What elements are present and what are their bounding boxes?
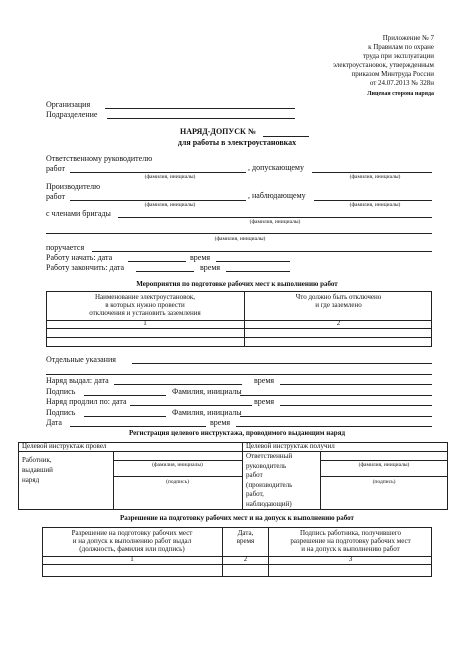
appendix-line: труда при эксплуатации [362,52,434,60]
names-caption: (фамилия, инициалы) [349,202,401,208]
appendix-line: электроустановок, утвержденным [333,61,434,69]
brigade-line-1[interactable] [118,217,432,218]
briefing-right-role-text: (производитель [246,480,293,489]
briefing-right-role-text: работ [246,471,263,479]
names-caption: (фамилия, инициалы) [144,174,196,180]
permit-col3-text: и на допуск к выполнению работ [301,544,400,553]
permit-number-line[interactable] [263,136,309,137]
briefing-left-sign-line [113,476,242,477]
start-time-label: время [190,253,211,262]
org-label: Организация [46,100,91,109]
finish-time-line[interactable] [226,271,290,272]
producer-line[interactable] [70,200,246,201]
admitting-label: , допускающему [248,163,304,172]
briefing-left-name-line [113,460,242,461]
briefing-right-sign-line [320,476,448,477]
briefing-right-name-line [320,460,448,461]
permit-col1-text: и на допуск к выполнению работ выдал [72,537,192,546]
works-label: работ [46,192,66,201]
surname-label: Фамилия, инициалы [172,408,242,417]
measures-col1-text: в которых нужно провести [105,301,185,310]
observing-line[interactable] [314,200,432,201]
briefing-left-role [22,455,53,485]
signature-label: Подпись [46,387,76,396]
briefing-left-role-text: Работник, [22,456,52,464]
appendix-line: приказом Минтруда России [351,70,434,78]
briefing-right-names-caption: (фамилия, инициалы) [358,462,410,468]
briefing-left-header: Целевой инструктаж провел [22,442,107,450]
briefing-header-line [18,451,448,452]
briefing-right-role [246,452,292,509]
works-label: работ [46,164,66,173]
brigade-line-2[interactable] [46,233,432,234]
extended-date-line[interactable] [130,405,252,406]
briefing-left-names-caption: (фамилия, инициалы) [152,462,203,468]
front-side-label: Лицевая сторона наряда [367,91,434,97]
surname-label: Фамилия, инициалы [172,387,242,396]
measures-row-line [46,328,432,329]
appendix-line: Приложение № 7 [382,34,434,42]
briefing-right-role-text: работ, [246,490,264,498]
extended-date-label: Наряд продлил по: дата [46,397,127,406]
start-time-line[interactable] [216,261,290,262]
extended-final-time-line[interactable] [236,426,432,427]
permit-col1-text: (должность, фамилия или подпись) [79,544,185,553]
extended-final-date-line[interactable] [70,426,206,427]
extended-final-time-label: время [210,418,231,427]
extended-signature-line[interactable] [84,416,166,417]
permit-col2-header [223,528,268,548]
briefing-right-role-text: руководитель [246,461,287,470]
permit-col2-text: Дата, [237,529,254,538]
special-instructions-label: Отдельные указания [46,355,116,364]
issued-date-line[interactable] [114,384,242,385]
special-instructions-line-2[interactable] [46,374,432,375]
measures-col2-text: Что должно быть отключено [295,293,382,302]
appendix-block [333,34,434,88]
measures-col2-header [245,292,432,312]
dept-line[interactable] [107,118,295,119]
permit-col3-text: разрешение на подготовку рабочих мест [290,537,411,546]
briefing-title: Регистрация целевого инструктажа, проводимого выдающим наряд [128,429,346,437]
briefing-left-role-text: наряд [22,476,40,484]
permit-col3-header [269,528,432,556]
finish-time-label: время [200,263,221,272]
permit-row-line [42,564,432,565]
measures-num-2: 2 [336,319,341,328]
special-instructions-line-1[interactable] [132,363,432,364]
admitting-line[interactable] [312,172,432,173]
issued-surname-line[interactable] [240,395,432,396]
measures-title: Мероприятия по подготовке рабочих мест к выполнению работ [136,280,338,288]
observing-label: , наблюдающему [248,191,306,200]
measures-num-1: 1 [143,319,147,328]
briefing-right-header: Целевой инструктаж получил [246,442,335,450]
resp-manager-line[interactable] [70,172,246,173]
names-caption: (фамилия, инициалы) [249,219,301,225]
briefing-right-sign-caption: (подпись) [372,479,396,485]
permit-title: Разрешение на подготовку рабочих мест и на допуск к выполнению работ [119,514,354,522]
briefing-right-role-text: Ответственный [246,452,293,460]
page-title: НАРЯД-ДОПУСК № [180,127,256,136]
issued-time-line[interactable] [280,384,432,385]
issued-signature-line[interactable] [84,395,166,396]
measures-col2-text: и где заземлено [315,301,362,309]
org-line[interactable] [105,108,295,109]
names-caption: (фамилия, инициалы) [144,202,196,208]
producer-label: Производителю [46,182,101,191]
issued-date-label: Наряд выдал: дата [46,376,109,385]
names-caption: (фамилия, инициалы) [214,236,266,242]
measures-row-line [46,337,432,338]
date-label: Дата [46,418,62,427]
resp-manager-label: Ответственному руководителю [46,154,153,163]
permit-num-1: 1 [130,555,134,564]
finish-date-line[interactable] [136,271,194,272]
dept-label: Подразделение [46,110,98,119]
start-date-line[interactable] [128,261,186,262]
permit-col3-text: Подпись работника, получившего [300,529,401,538]
entrusted-label: поручается [46,243,85,252]
measures-col1-header [46,292,244,320]
start-date-label: Работу начать: дата [46,253,113,262]
extended-time-label: время [254,397,275,406]
extended-time-line[interactable] [280,405,432,406]
appendix-line: к Правилам по охране [368,43,434,51]
permit-num-2: 2 [243,555,248,564]
briefing-left-role-text: выдавший [22,466,53,474]
extended-surname-line[interactable] [240,416,432,417]
permit-col1-text: Разрешение на подготовку рабочих мест [71,529,193,538]
finish-date-label: Работу закончить: дата [46,263,125,272]
permit-col2-text: время [236,537,255,545]
entrusted-line[interactable] [92,251,432,252]
briefing-right-role-text: наблюдающий) [246,499,292,508]
page-subtitle: для работы в электроустановках [177,138,297,147]
briefing-left-sign-caption: (подпись) [166,479,189,485]
issued-time-label: время [254,376,275,385]
signature-label: Подпись [46,408,76,417]
names-caption: (фамилия, инициалы) [349,174,401,180]
appendix-line: от 24.07.2013 № 328н [369,79,434,87]
brigade-label: с членами бригады [46,209,111,218]
briefing-center-divider [242,442,243,510]
permit-col1-header [42,528,222,556]
measures-col1-text: Наименование электроустановок, [94,293,196,302]
measures-col1-text: отключения и установить заземления [89,308,201,317]
permit-num-3: 3 [348,555,353,564]
